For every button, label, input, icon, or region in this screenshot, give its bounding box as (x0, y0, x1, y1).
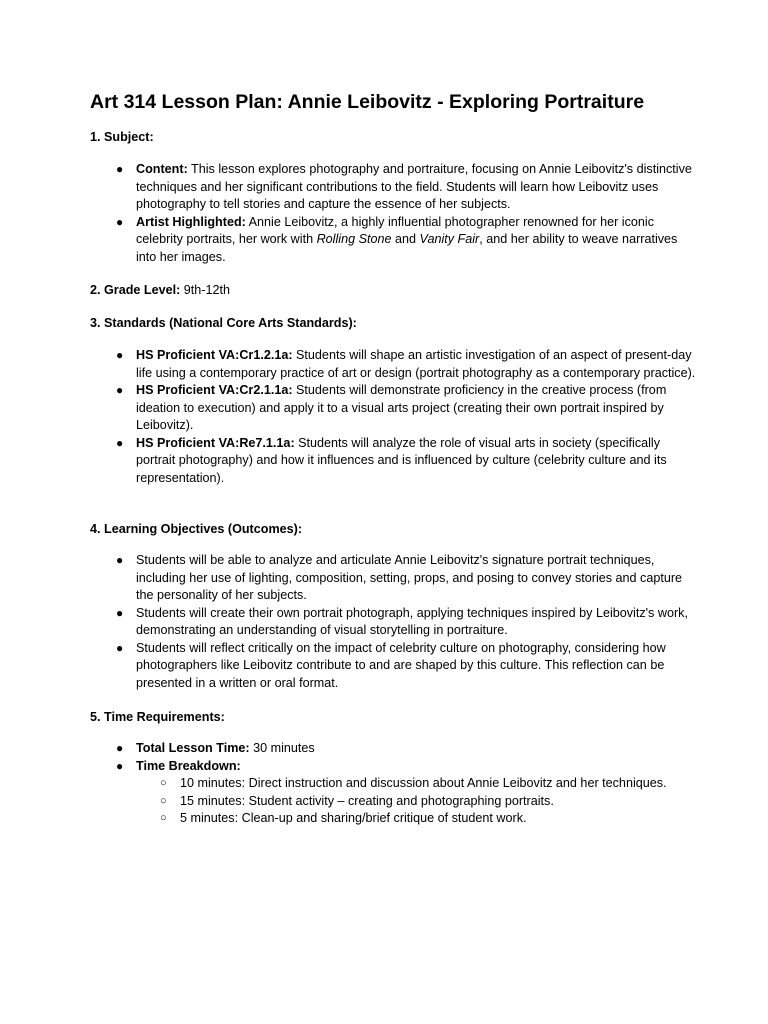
publication-name: Rolling Stone (316, 232, 392, 246)
bullet-icon: ● (116, 605, 124, 620)
circle-bullet-icon: ○ (160, 812, 167, 824)
list-item (112, 552, 697, 605)
list-item (112, 435, 697, 488)
grade-level-value: 9th-12th (180, 283, 231, 297)
item-text: 15 minutes: Student activity – creating and photographing portraits. (180, 793, 554, 808)
item-text: , and her ability to weave narratives into her images. (136, 232, 678, 264)
item-text: Students will shape an artistic investigation of an aspect of present-day life using a contemporary practice of art or design (portrait photography as a contemporary practice). (136, 348, 696, 380)
page-title: Art 314 Lesson Plan: Annie Leibovitz - Exploring Portraiture (90, 91, 645, 113)
section-heading-standards (90, 314, 690, 332)
item-text: Students will analyze the role of visual arts in society (specifically portrait photography) and how it influences and is influenced by culture (celebrity culture and its representation). (136, 435, 667, 485)
list-item (112, 214, 697, 267)
bullet-icon: ● (116, 553, 124, 567)
section-heading-label: 1. Subject: (90, 130, 154, 144)
item-label: Content: (136, 162, 188, 176)
item-text: Annie Leibovitz, a highly influential photographer renowned for her iconic celebrity portraits, her work with (136, 214, 655, 246)
bullet-icon: ● (116, 383, 124, 397)
item-text: Students will be able to analyze and articulate Annie Leibovitz's signature portrait techniques, including her use of lighting, composition, setting, props, and posing to convey stories and capture the personality of her subjects. (136, 553, 683, 602)
bullet-icon: ● (116, 741, 124, 755)
list-item (112, 605, 697, 640)
item-text: 30 minutes (249, 741, 315, 755)
objectives-list (112, 552, 697, 692)
sub-list-item (158, 810, 697, 828)
list-item (112, 382, 697, 435)
section-heading-subject (90, 128, 690, 146)
item-label: HS Proficient VA:Cr1.2.1a: (136, 348, 293, 362)
publication-name: Vanity Fair (419, 232, 480, 246)
item-label: HS Proficient VA:Cr2.1.1a: (136, 383, 293, 397)
time-breakdown-list (136, 775, 697, 828)
subject-list (112, 161, 697, 266)
time-list (112, 740, 697, 828)
bullet-icon: ● (116, 435, 124, 450)
item-text: Students will demonstrate proficiency in the creative process (from ideation to execution) and apply it to a visual arts project (creating their own portrait inspired by Leibovitz). (136, 383, 667, 432)
list-item (112, 758, 697, 828)
list-item (112, 640, 697, 693)
sub-list-item (158, 793, 697, 811)
section-heading-grade-level (90, 281, 690, 299)
section-heading-label: 3. Standards (National Core Arts Standards): (90, 316, 357, 330)
bullet-icon: ● (116, 214, 124, 229)
item-text: 5 minutes: Clean-up and sharing/brief critique of student work. (180, 811, 527, 825)
item-text: 10 minutes: Direct instruction and discussion about Annie Leibovitz and her techniques. (180, 776, 667, 790)
circle-bullet-icon: ○ (160, 777, 167, 789)
list-item (112, 740, 697, 758)
list-item (112, 161, 697, 214)
standards-list (112, 347, 697, 487)
section-heading-label: 5. Time Requirements: (90, 710, 225, 724)
list-item (112, 347, 697, 382)
item-label: HS Proficient VA:Re7.1.1a: (136, 435, 295, 450)
bullet-icon: ● (116, 640, 124, 655)
sub-list-item (158, 775, 697, 793)
section-heading-label: 2. Grade Level: (90, 283, 181, 297)
bullet-icon: ● (116, 758, 124, 773)
item-text: and (391, 232, 420, 246)
circle-bullet-icon: ○ (160, 794, 167, 807)
item-text: This lesson explores photography and portraiture, focusing on Annie Leibovitz's distinctive techniques and her significant contributions to the field. Students will learn how Leibovitz uses photography to tell stories and capture the essence of her subjects. (136, 162, 692, 211)
section-heading-label: 4. Learning Objectives (Outcomes): (90, 522, 303, 536)
bullet-icon: ● (116, 162, 124, 176)
section-heading-learning-objectives (90, 520, 690, 538)
item-label: Total Lesson Time: (136, 741, 250, 755)
item-text: Students will reflect critically on the impact of celebrity culture on photography, considering how photographers like Leibovitz contribute to and are shaped by this culture. This reflection can be presented in a written or oral format. (136, 640, 666, 690)
bullet-icon: ● (116, 348, 124, 362)
item-label: Artist Highlighted: (136, 214, 246, 229)
item-label: Time Breakdown: (136, 758, 241, 773)
item-text: Students will create their own portrait photograph, applying techniques inspired by Leibovitz's work, demonstrating an understanding of visual storytelling in portraiture. (136, 605, 688, 637)
section-heading-time-requirements (90, 708, 690, 726)
